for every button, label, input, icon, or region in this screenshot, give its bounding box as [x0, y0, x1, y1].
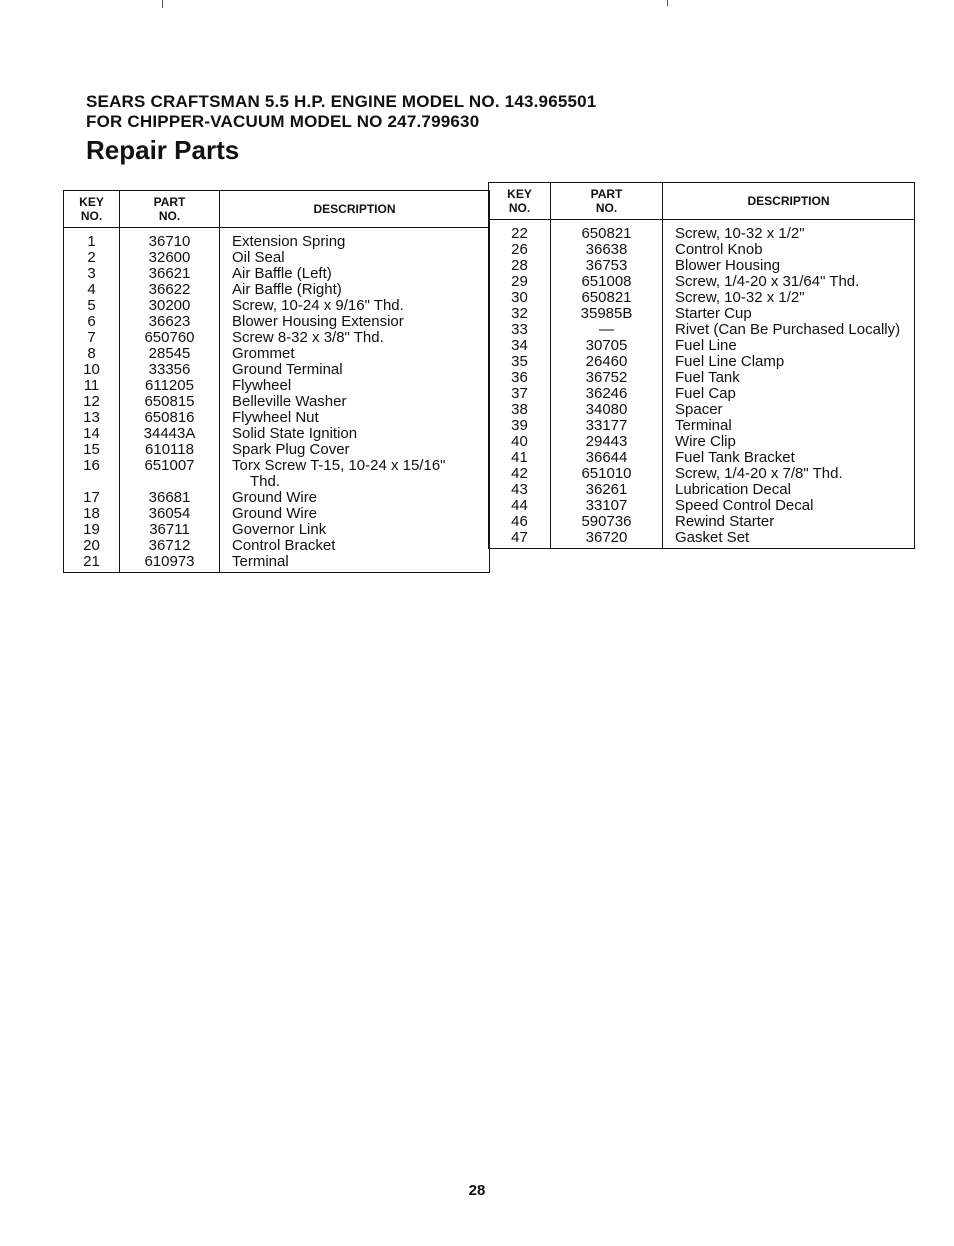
description-text: Flywheel Nut [232, 409, 319, 426]
part-no-cell: 29443 [551, 434, 663, 450]
description-cell [220, 490, 490, 506]
description-text: Speed Control Decal [675, 497, 814, 514]
part-no-cell: 650816 [120, 410, 220, 426]
part-no-cell: 651007 [120, 458, 220, 490]
description-text: Fuel Line Clamp [675, 353, 785, 370]
table-row [489, 306, 915, 322]
table-row [64, 506, 490, 522]
description-text: Air Baffle (Right) [232, 281, 342, 298]
description-text: Screw, 1/4-20 x 7/8" Thd. [675, 465, 843, 482]
description-cell [663, 402, 915, 418]
key-no-cell: 17 [83, 489, 100, 506]
key-no-cell: 33 [511, 321, 528, 338]
table-row [64, 554, 490, 573]
description-cell [663, 498, 915, 514]
part-no-cell: 36752 [551, 370, 663, 386]
description-text: Ground Wire [232, 489, 318, 506]
description-header: DESCRIPTION [663, 183, 915, 220]
description-text: Starter Cup [675, 305, 752, 322]
part-no-cell: 34080 [551, 402, 663, 418]
description-cell [220, 522, 490, 538]
part-no-cell: 34443A [120, 426, 220, 442]
part-no-cell: 36621 [120, 266, 220, 282]
description-cell [663, 466, 915, 482]
description-cell [220, 346, 490, 362]
table-row [64, 362, 490, 378]
description-text: Extension Spring [232, 233, 346, 250]
part-no-cell: 590736 [551, 514, 663, 530]
part-no-cell: 610973 [120, 554, 220, 573]
key-no-cell: 46 [511, 513, 528, 530]
key-no-cell: 1 [87, 233, 96, 250]
description-text: Oil Seal [232, 249, 285, 266]
description-header: DESCRIPTION [220, 191, 490, 228]
key-no-cell: 37 [511, 385, 528, 402]
part-no-cell: 650821 [551, 220, 663, 243]
table-header-row [489, 183, 915, 220]
key-no-cell: 28 [511, 257, 528, 274]
key-no-cell: 6 [87, 313, 96, 330]
description-text: Wire Clip [675, 433, 736, 450]
description-cell [220, 266, 490, 282]
description-cell [663, 514, 915, 530]
table-row [64, 538, 490, 554]
key-no-cell: 22 [511, 225, 528, 242]
part-no-header: PART NO. [120, 191, 220, 228]
description-cell [663, 450, 915, 466]
description-text: Gasket Set [675, 529, 750, 546]
description-text: Lubrication Decal [675, 481, 791, 498]
description-cell [220, 458, 490, 490]
table-row [489, 498, 915, 514]
table-row [64, 458, 490, 490]
part-no-cell: 36753 [551, 258, 663, 274]
key-no-cell: 15 [83, 441, 100, 458]
description-text: Torx Screw T-15, 10-24 x 15/16" [232, 457, 446, 474]
table-row [64, 228, 490, 251]
part-no-cell: 651010 [551, 466, 663, 482]
key-no-cell: 38 [511, 401, 528, 418]
description-cell [220, 506, 490, 522]
key-no-cell: 36 [511, 369, 528, 386]
key-no-cell: 30 [511, 289, 528, 306]
table-row [64, 282, 490, 298]
description-cell [663, 482, 915, 498]
key-no-cell: 12 [83, 393, 100, 410]
part-no-cell: 611205 [120, 378, 220, 394]
description-cell [220, 442, 490, 458]
part-no-cell: 651008 [551, 274, 663, 290]
part-no-cell: 28545 [120, 346, 220, 362]
description-text: Governor Link [232, 521, 327, 538]
part-no-cell: 36054 [120, 506, 220, 522]
description-cell [663, 434, 915, 450]
key-no-header: KEY NO. [64, 191, 120, 228]
description-text: Screw 8-32 x 3/8" Thd. [232, 329, 384, 346]
description-text: Control Knob [675, 241, 763, 258]
description-text: Grommet [232, 345, 295, 362]
description-cell [220, 378, 490, 394]
engine-model-line: SEARS CRAFTSMAN 5.5 H.P. ENGINE MODEL NO. 143.965501 [86, 92, 597, 111]
table-row [489, 482, 915, 498]
page-title: Repair Parts [86, 135, 240, 165]
table-row [64, 266, 490, 282]
description-cell [663, 258, 915, 274]
key-no-cell: 7 [87, 329, 96, 346]
key-no-header: KEY NO. [489, 183, 551, 220]
description-text: Fuel Tank [675, 369, 740, 386]
description-cell [220, 362, 490, 378]
part-no-cell: — [551, 322, 663, 338]
part-no-cell: 33356 [120, 362, 220, 378]
table-row [64, 346, 490, 362]
description-text: Spacer [675, 401, 723, 418]
key-no-cell: 10 [83, 361, 100, 378]
page-number: 28 [468, 1182, 486, 1199]
key-no-cell: 20 [83, 537, 100, 554]
table-row [489, 322, 915, 338]
description-cell [220, 538, 490, 554]
part-no-cell: 36644 [551, 450, 663, 466]
description-text: Control Bracket [232, 537, 336, 554]
key-no-cell: 3 [87, 265, 96, 282]
table-row [489, 402, 915, 418]
part-no-cell: 36638 [551, 242, 663, 258]
key-no-cell: 34 [511, 337, 528, 354]
part-no-cell: 36710 [120, 228, 220, 251]
description-text: Blower Housing [675, 257, 781, 274]
description-cell [663, 386, 915, 402]
table-row [489, 338, 915, 354]
description-text: Screw, 10-32 x 1/2" [675, 225, 805, 242]
description-text: Terminal [232, 553, 289, 570]
table-row [489, 290, 915, 306]
table-row [489, 530, 915, 549]
description-text: Fuel Cap [675, 385, 736, 402]
part-no-cell: 36261 [551, 482, 663, 498]
part-no-cell: 36711 [120, 522, 220, 538]
description-cell [220, 426, 490, 442]
description-text: Fuel Line [675, 337, 737, 354]
table-row [64, 378, 490, 394]
part-no-cell: 36622 [120, 282, 220, 298]
key-no-cell: 14 [83, 425, 100, 442]
table-row [489, 386, 915, 402]
table-row [489, 418, 915, 434]
parts-table-right [488, 182, 915, 549]
description-cell [663, 338, 915, 354]
table-row [489, 354, 915, 370]
key-no-cell: 35 [511, 353, 528, 370]
key-no-cell: 21 [83, 553, 100, 570]
description-text: Belleville Washer [232, 393, 347, 410]
part-no-cell: 33177 [551, 418, 663, 434]
key-no-cell: 42 [511, 465, 528, 482]
key-no-cell: 11 [83, 377, 100, 394]
description-cell [220, 314, 490, 330]
description-text-continued: Thd. [250, 473, 281, 490]
table-row [489, 370, 915, 386]
part-no-cell: 650821 [551, 290, 663, 306]
document-heading [86, 92, 906, 166]
key-no-cell: 16 [83, 457, 100, 474]
key-no-cell: 5 [87, 297, 96, 314]
description-text: Blower Housing Extensior [232, 313, 404, 330]
table-row [489, 220, 915, 243]
key-no-cell: 39 [511, 417, 528, 434]
description-cell [663, 220, 915, 243]
part-no-cell: 30705 [551, 338, 663, 354]
description-text: Screw, 10-24 x 9/16" Thd. [232, 297, 404, 314]
part-no-cell: 26460 [551, 354, 663, 370]
description-text: Flywheel [232, 377, 292, 394]
table-row [489, 434, 915, 450]
table-row [64, 490, 490, 506]
description-text: Screw, 1/4-20 x 31/64" Thd. [675, 273, 860, 290]
table-row [64, 522, 490, 538]
table-row [489, 466, 915, 482]
scan-mark-right [667, 0, 668, 6]
part-no-cell: 36712 [120, 538, 220, 554]
part-no-cell: 36623 [120, 314, 220, 330]
description-text: Rewind Starter [675, 513, 775, 530]
description-cell [663, 354, 915, 370]
part-no-cell: 33107 [551, 498, 663, 514]
table-row [64, 298, 490, 314]
description-text: Screw, 10-32 x 1/2" [675, 289, 805, 306]
key-no-cell: 44 [511, 497, 528, 514]
table-row [489, 242, 915, 258]
description-cell [663, 322, 915, 338]
description-cell [220, 250, 490, 266]
table-row [489, 274, 915, 290]
part-no-cell: 35985B [551, 306, 663, 322]
description-cell [220, 228, 490, 251]
description-cell [663, 370, 915, 386]
key-no-cell: 19 [83, 521, 100, 538]
key-no-cell: 41 [511, 449, 528, 466]
part-no-cell: 36720 [551, 530, 663, 549]
table-row [489, 514, 915, 530]
key-no-cell: 18 [83, 505, 100, 522]
description-cell [220, 282, 490, 298]
description-cell [220, 330, 490, 346]
table-row [64, 426, 490, 442]
key-no-cell: 47 [511, 529, 528, 546]
description-cell [663, 242, 915, 258]
description-text: Ground Wire [232, 505, 318, 522]
description-cell [220, 554, 490, 573]
key-no-cell: 43 [511, 481, 528, 498]
key-no-cell: 4 [87, 281, 96, 298]
table-row [64, 442, 490, 458]
key-no-cell: 8 [87, 345, 96, 362]
description-text: Air Baffle (Left) [232, 265, 332, 282]
table-row [64, 410, 490, 426]
parts-table-left [63, 190, 490, 573]
description-cell [663, 306, 915, 322]
description-text: Rivet (Can Be Purchased Locally) [675, 321, 901, 338]
description-cell [663, 290, 915, 306]
description-text: Solid State Ignition [232, 425, 358, 442]
part-no-cell: 650815 [120, 394, 220, 410]
description-cell [663, 530, 915, 549]
key-no-cell: 2 [87, 249, 96, 266]
description-cell [220, 410, 490, 426]
chipper-model-line: FOR CHIPPER-VACUUM MODEL NO 247.799630 [86, 112, 480, 131]
part-no-cell: 650760 [120, 330, 220, 346]
table-row [64, 394, 490, 410]
scan-mark-left [162, 0, 163, 8]
description-text: Terminal [675, 417, 732, 434]
description-text: Spark Plug Cover [232, 441, 350, 458]
key-no-cell: 32 [511, 305, 528, 322]
description-cell [663, 418, 915, 434]
part-no-cell: 36681 [120, 490, 220, 506]
description-text: Ground Terminal [232, 361, 343, 378]
part-no-cell: 30200 [120, 298, 220, 314]
part-no-cell: 36246 [551, 386, 663, 402]
key-no-cell: 29 [511, 273, 528, 290]
part-no-cell: 610118 [120, 442, 220, 458]
part-no-header: PART NO. [551, 183, 663, 220]
table-row [489, 258, 915, 274]
table-row [64, 250, 490, 266]
key-no-cell: 13 [83, 409, 100, 426]
table-row [64, 330, 490, 346]
table-header-row [64, 191, 490, 228]
key-no-cell: 40 [511, 433, 528, 450]
description-cell [663, 274, 915, 290]
key-no-cell: 26 [511, 241, 528, 258]
part-no-cell: 32600 [120, 250, 220, 266]
table-row [64, 314, 490, 330]
description-text: Fuel Tank Bracket [675, 449, 795, 466]
description-cell [220, 394, 490, 410]
table-row [489, 450, 915, 466]
description-cell [220, 298, 490, 314]
